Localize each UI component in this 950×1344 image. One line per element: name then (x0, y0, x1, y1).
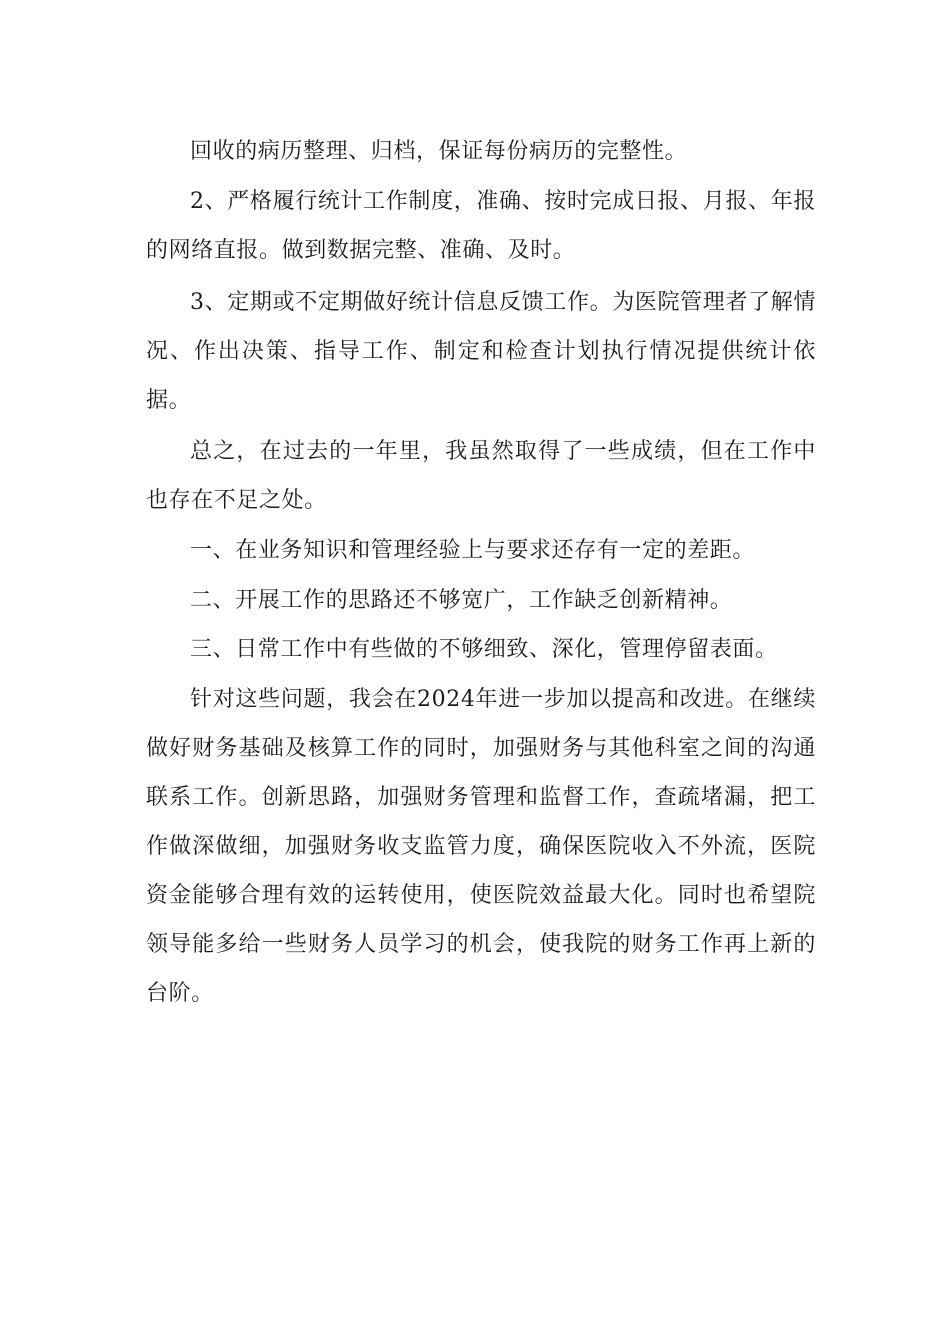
paragraph-text: 一、在业务知识和管理经验上与要求还存有一定的差距。 (190, 538, 756, 563)
paragraph-8 (146, 675, 816, 1018)
paragraph-3 (146, 278, 816, 425)
paragraph-text: 三、日常工作中有些做的不够细致、深化，管理停留表面。 (190, 637, 778, 662)
paragraph-2 (146, 177, 816, 275)
paragraph-text: 总之，在过去的一年里，我虽然取得了一些成绩，但在工作中也存在不足之处。 (146, 439, 816, 513)
paragraph-6 (146, 576, 816, 625)
paragraph-text: 二、开展工作的思路还不够宽广，工作缺乏创新精神。 (190, 588, 733, 613)
paragraph-text: 回收的病历整理、归档，保证每份病历的完整性。 (190, 139, 688, 164)
paragraph-4 (146, 427, 816, 525)
paragraph-text: 针对这些问题，我会在2024年进一步加以提高和改进。在继续做好财务基础及核算工作的同时，加强财务与其他科室之间的沟通联系工作。创新思路，加强财务管理和监督工作，查疏堵漏，把工作做深做细，加强财务收支监管力度，确保医院收入不外流，医院资金能够合理有效的运转使用，使医院效益最大化。同时也希望院领导能多给一些财务人员学习的机会，使我院的财务工作再上新的台阶。 (146, 687, 816, 1006)
paragraph-text: 2、严格履行统计工作制度，准确、按时完成日报、月报、年报的网络直报。做到数据完整、准确、及时。 (146, 189, 816, 263)
paragraph-text: 3、定期或不定期做好统计信息反馈工作。为医院管理者了解情况、作出决策、指导工作、制定和检查计划执行情况提供统计依据。 (146, 290, 816, 413)
paragraph-5 (146, 526, 816, 575)
paragraph-7 (146, 625, 816, 674)
paragraph-1 (146, 127, 816, 176)
